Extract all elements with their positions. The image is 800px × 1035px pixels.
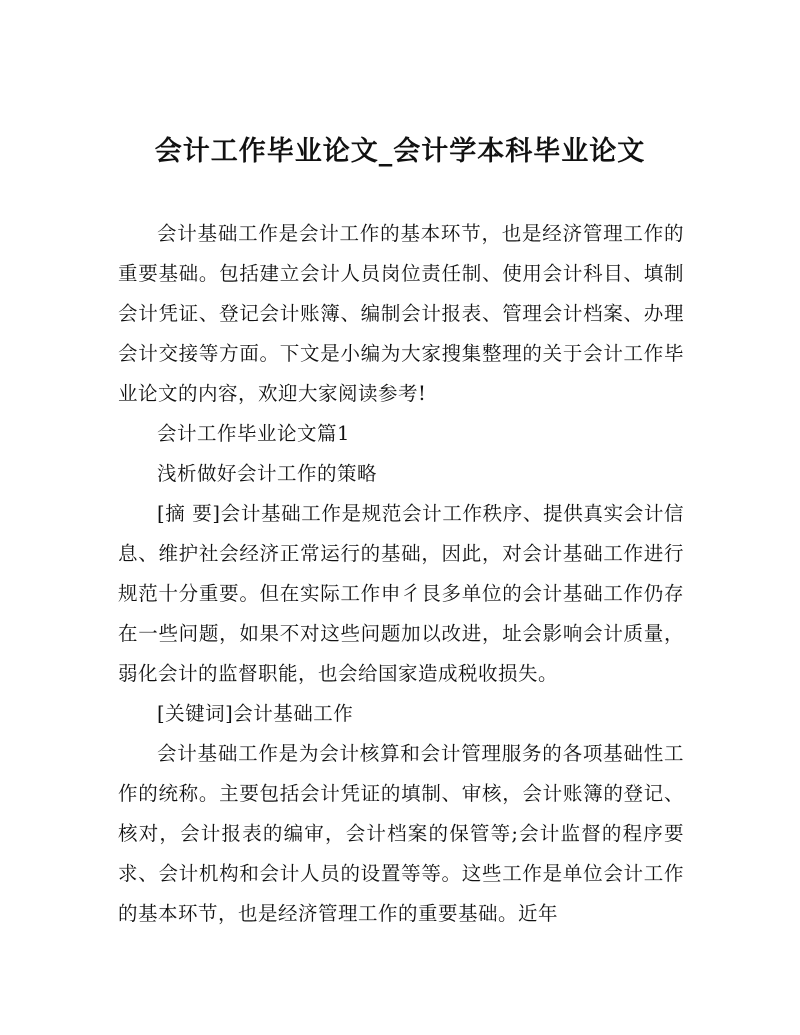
body-paragraph: 会计基础工作是为会计核算和会计管理服务的各项基础性工作的统称。主要包括会计凭证的填制、审核，会计账簿的登记、核对，会计报表的编审，会计档案的保管等;会计监督的程序要求、会计机构和会计人员的设置等等。这些工作是单位会计工作的基本环节，也是经济管理工作的重要基础。近年 [118,742,684,925]
document-body [118,214,684,934]
article-title: 浅析做好会计工作的策略 [157,462,378,485]
keywords-paragraph: [关键词]会计基础工作 [157,702,354,725]
abstract-paragraph: [摘 要]会计基础工作是规范会计工作秩序、提供真实会计信息、维护社会经济正常运行的基础，因此，对会计基础工作进行规范十分重要。但在实际工作申彳艮多单位的会计基础工作仍存在一些问题，如果不对这些问题加以改进，址会影响会计质量，弱化会计的监督职能，也会给国家造成税收损失。 [118,502,684,685]
document-title: 会计工作毕业论文_会计学本科毕业论文 [154,136,646,167]
intro-paragraph: 会计基础工作是会计工作的基本环节，也是经济管理工作的重要基础。包括建立会计人员岗位责任制、使用会计科目、填制会计凭证、登记会计账簿、编制会计报表、管理会计档案、办理会计交接等方面。下文是小编为大家搜集整理的关于会计工作毕业论文的内容，欢迎大家阅读参考! [118,222,684,405]
section-heading: 会计工作毕业论文篇1 [157,422,350,445]
